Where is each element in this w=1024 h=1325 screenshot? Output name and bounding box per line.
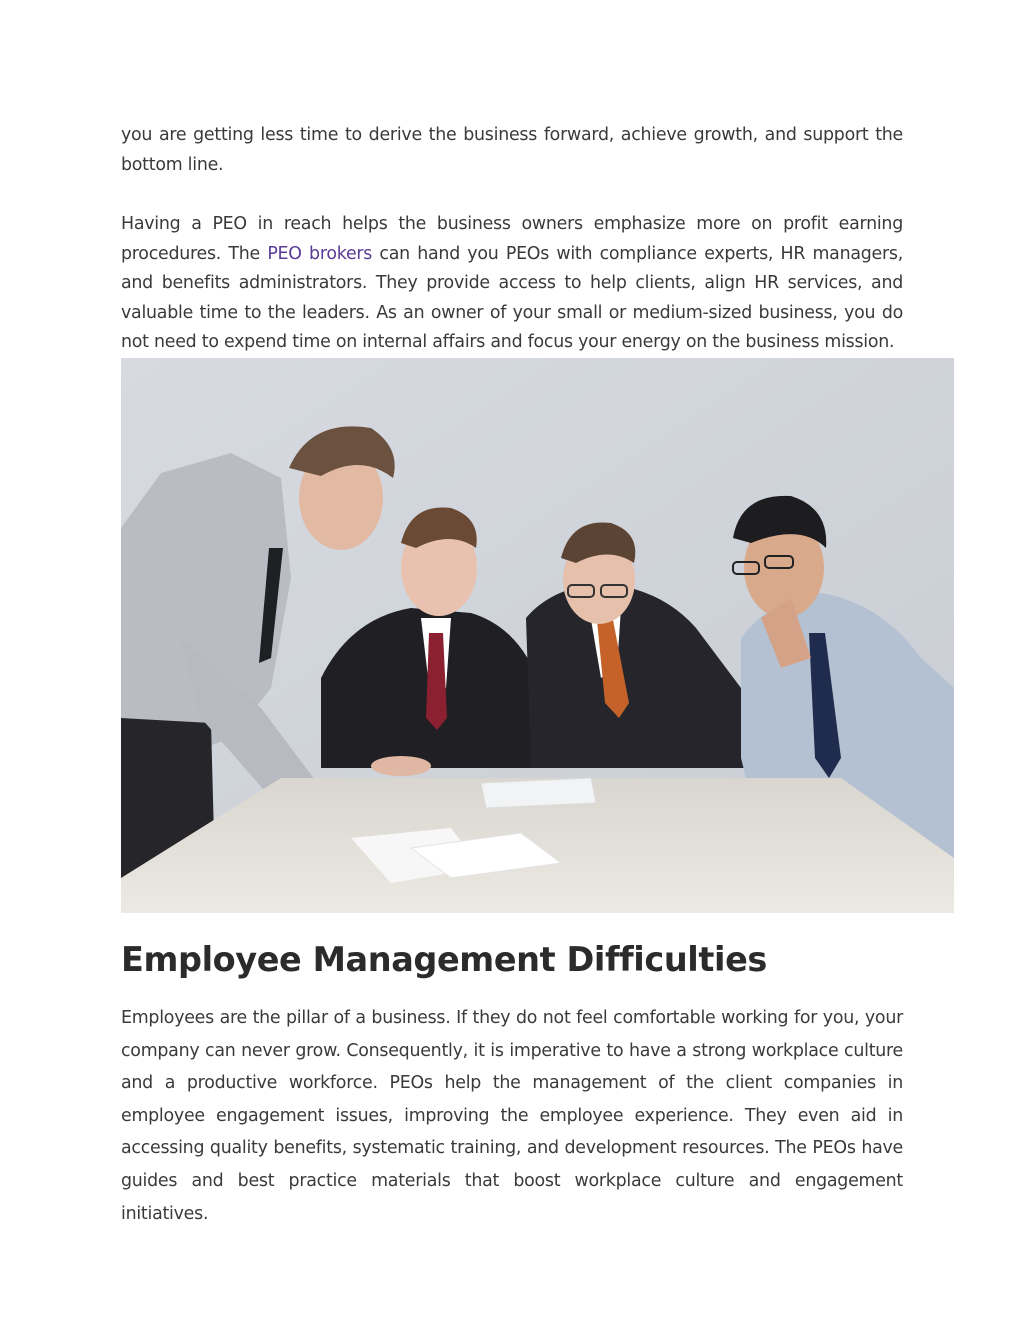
peo-paragraph-text-start: Having a PEO in reach helps the business owners emphasize more on profit earning procedures. The — [121, 214, 903, 264]
peo-paragraph — [121, 210, 903, 358]
peo-paragraph-text-end: can hand you PEOs with compliance experts, HR managers, and benefits administrators. They provide access to help clients, align HR services, and valuable time to the leaders. As an owner of your small or medium-sized business, you do not need to expend time on internal affairs and focus your energy on the business mission. — [121, 243, 903, 352]
peo-brokers-link[interactable]: PEO brokers — [267, 243, 373, 264]
intro-paragraph: you are getting less time to derive the business forward, achieve growth, and support the bottom line. — [121, 125, 903, 175]
section-heading: Employee Management Difficulties — [121, 940, 767, 979]
business-meeting-photo — [121, 358, 954, 913]
section-body-paragraph: Employees are the pillar of a business. If they do not feel comfortable working for you, your company can never grow. Consequently, it is imperative to have a strong workplace culture and a productive workforce. PEOs help the management of the client companies in employee engagement issues, improving the employee experience. They even aid in accessing quality benefits, systematic training, and development resources. The PEOs have guides and best practice materials that boost workplace culture and engagement initiatives. — [121, 1008, 903, 1224]
